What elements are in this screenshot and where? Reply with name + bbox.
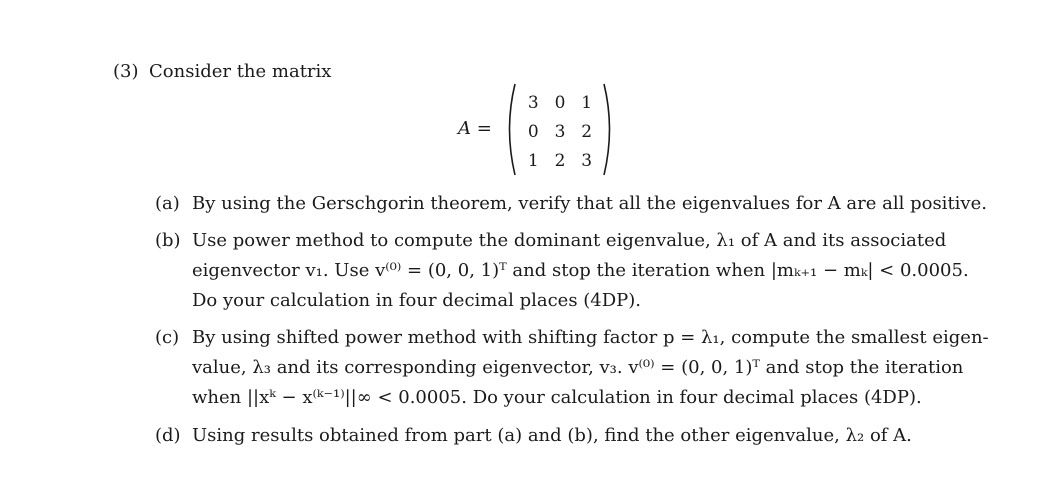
part-c-line-3: when ||xᵏ − x⁽ᵏ⁻¹⁾||∞ < 0.0005. Do your calculation in four decimal places (4DP). bbox=[192, 387, 922, 408]
matrix-grid bbox=[520, 88, 600, 175]
left-paren-icon bbox=[503, 82, 517, 177]
part-b-line-1: Use power method to compute the dominant eigenvalue, λ₁ of A and its associated bbox=[192, 230, 947, 251]
matrix-cell: 3 bbox=[527, 92, 539, 113]
problem-intro: Consider the matrix bbox=[149, 61, 332, 82]
part-b-line-2: eigenvector v₁. Use v⁽⁰⁾ = (0, 0, 1)ᵀ and stop the iteration when |mₖ₊₁ − mₖ| < 0.0005. bbox=[192, 260, 969, 281]
problem-number: (3) bbox=[113, 61, 139, 82]
matrix-row bbox=[520, 117, 600, 146]
matrix-cell: 0 bbox=[554, 92, 566, 113]
part-b-line-3: Do your calculation in four decimal places (4DP). bbox=[192, 290, 642, 311]
matrix-row bbox=[520, 88, 600, 117]
part-c-line-2: value, λ₃ and its corresponding eigenvector, v₃. v⁽⁰⁾ = (0, 0, 1)ᵀ and stop the iteration bbox=[192, 357, 964, 378]
part-b-label: (b) bbox=[155, 230, 181, 251]
matrix-cell: 3 bbox=[581, 150, 593, 171]
matrix-cell: 2 bbox=[554, 150, 566, 171]
part-d-label: (d) bbox=[155, 425, 181, 446]
right-paren-icon bbox=[602, 82, 616, 177]
matrix-lhs: A = bbox=[458, 118, 492, 139]
part-a-text: By using the Gerschgorin theorem, verify that all the eigenvalues for A are all positive. bbox=[192, 193, 987, 214]
part-a-label: (a) bbox=[155, 193, 180, 214]
matrix-cell: 1 bbox=[581, 92, 593, 113]
part-c-line-1: By using shifted power method with shifting factor p = λ₁, compute the smallest eigen- bbox=[192, 327, 989, 348]
part-c-label: (c) bbox=[155, 327, 180, 348]
matrix-cell: 0 bbox=[527, 121, 539, 142]
matrix-display bbox=[458, 82, 618, 177]
matrix-cell: 3 bbox=[554, 121, 566, 142]
matrix-cell: 2 bbox=[581, 121, 593, 142]
matrix-cell: 1 bbox=[527, 150, 539, 171]
matrix-row bbox=[520, 146, 600, 175]
part-d-text: Using results obtained from part (a) and (b), find the other eigenvalue, λ₂ of A. bbox=[192, 425, 912, 446]
